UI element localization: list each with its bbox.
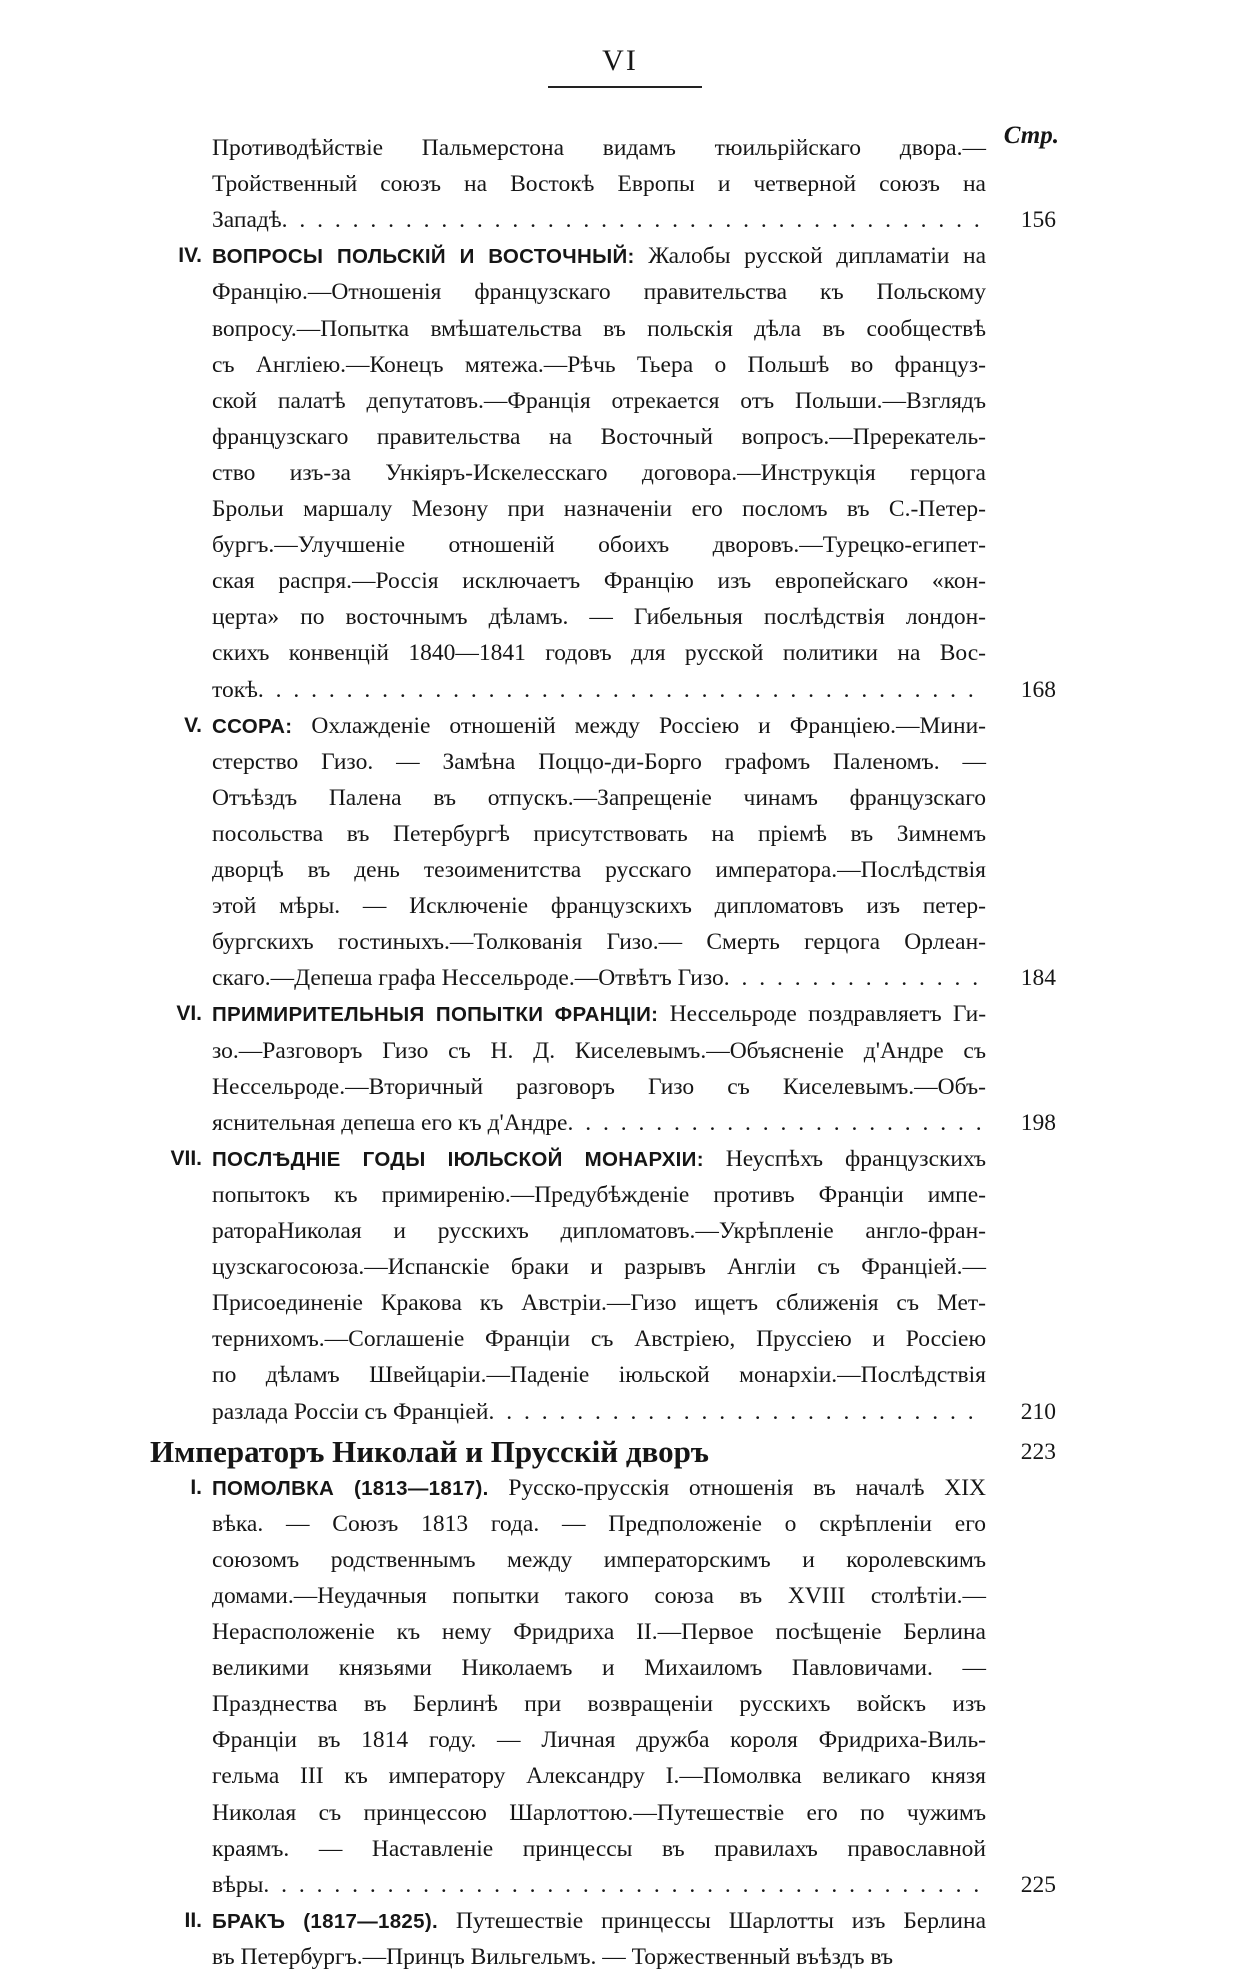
entry-text: Нерасположеніе къ нему Фридриха II.—Первое посѣщеніе Берлина — [212, 1619, 986, 1645]
dot-leader — [723, 1432, 1000, 1472]
entry-text: въ Петербургъ.—Принцъ Вильгельмъ. — Торжественный въѣздъ въ — [212, 1943, 894, 1970]
toc-line — [212, 1578, 986, 1614]
entry-page-number: 198 — [1020, 1109, 1056, 1136]
toc-line — [212, 1105, 986, 1141]
toc-line — [212, 599, 986, 635]
page-number-rule — [548, 86, 702, 88]
entry-text: Путешествіе принцессы Шарлотты изъ Берлина — [455, 1907, 987, 1934]
entry-text: Нессельроде.—Вторичный разговоръ Гизо съ Киселевымъ.—Объ- — [212, 1073, 986, 1100]
toc-line — [212, 311, 986, 347]
entry-text: Брольи маршалу Мезону при назначеніи его посломъ въ С.-Петер- — [212, 496, 986, 522]
entry-page-number: 225 — [1020, 1871, 1056, 1898]
entry-text: по дѣламъ Швейцаріи.—Паденіе іюльской монархіи.—Послѣдствія — [212, 1362, 986, 1389]
entry-text: Франціи въ 1814 году. — Личная дружба короля Фридриха-Виль- — [212, 1727, 986, 1754]
entry-text: Францію.—Отношенія французскаго правительства къ Польскому — [212, 279, 986, 306]
entry-text: французскаго правительства на Восточный вопросъ.—Пререкатель- — [212, 423, 986, 450]
dot-leader — [488, 1394, 986, 1430]
toc-line — [212, 419, 986, 455]
toc-line — [212, 1506, 986, 1542]
toc-line — [212, 1285, 986, 1321]
toc-line — [212, 166, 986, 202]
toc-line — [212, 708, 986, 744]
entry-number: I. — [190, 1475, 202, 1499]
toc-line-text-wrap — [212, 1105, 567, 1141]
entry-heading: ПРИМИРИТЕЛЬНЫЯ ПОПЫТКИ ФРАНЦІИ: — [212, 1003, 659, 1027]
section-page-number: 223 — [1020, 1438, 1056, 1465]
toc-line — [212, 852, 986, 888]
section-title-text: Императоръ Николай и Прусскій дворъ — [150, 1433, 709, 1469]
entry-text: съ Англіею.—Конецъ мятежа.—Рѣчь Тьера о Польшѣ во француз- — [212, 351, 986, 378]
toc-line — [212, 1795, 986, 1831]
toc-line — [212, 130, 986, 166]
entry-text: токѣ — [212, 676, 258, 703]
entry-page-number: 210 — [1020, 1398, 1056, 1425]
entry-text: скаго.—Депеша графа Нессельроде.—Отвѣтъ Гизо — [212, 965, 724, 992]
toc-line — [212, 1394, 986, 1430]
toc-line-text-wrap — [212, 1867, 263, 1903]
entry-heading: ВОПРОСЫ ПОЛЬСКІЙ И ВОСТОЧНЫЙ: — [212, 245, 635, 269]
entry-text: вѣка. — Союзъ 1813 года. — Предположеніе о скрѣпленіи его — [212, 1510, 986, 1537]
toc-line — [212, 527, 986, 563]
entry-text: ской палатѣ депутатовъ.—Франція отрекается отъ Польши.—Взглядъ — [212, 387, 986, 414]
toc-line — [212, 744, 986, 780]
entry-text: зо.—Разговоръ Гизо съ Н. Д. Киселевымъ.—Объясненіе д'Андре съ — [212, 1037, 986, 1064]
entry-text: бургскихъ гостиныхъ.—Толкованія Гизо.— Смерть герцога Орлеан- — [212, 929, 986, 956]
dot-leader — [282, 202, 986, 238]
entry-number: IV. — [178, 244, 202, 268]
toc-line — [212, 924, 986, 960]
toc-line — [212, 383, 986, 419]
page-number: VI — [602, 44, 638, 77]
toc-line — [212, 780, 986, 816]
toc-line-text-wrap — [212, 1394, 488, 1430]
toc-line-text-wrap — [212, 202, 282, 238]
toc-line — [212, 1249, 986, 1285]
toc-line — [212, 1903, 986, 1939]
dot-leader — [258, 672, 986, 708]
toc-line — [212, 563, 986, 599]
entry-text: союзомъ родственнымъ между императорскимъ и королевскимъ — [212, 1546, 986, 1573]
entry-heading: ПОСЛѢДНІЕ ГОДЫ ІЮЛЬСКОЙ МОНАРХІИ: — [212, 1147, 704, 1171]
entry-text: гельма III къ императору Александру I.—Помолвка великаго князя — [212, 1763, 986, 1790]
entry-page-number: 156 — [1020, 207, 1056, 234]
entry-text: Охлажденіе отношеній между Россіею и Франціею.—Мини- — [311, 712, 986, 739]
toc-line — [212, 1542, 986, 1578]
entry-text: церта» по восточнымъ дѣламъ. — Гибельныя послѣдствія лондон- — [212, 604, 986, 631]
entry-text: Западѣ — [212, 207, 282, 234]
dot-leader — [263, 1867, 986, 1903]
toc-line — [212, 1650, 986, 1686]
dot-leader — [567, 1105, 986, 1141]
toc-line — [212, 1213, 986, 1249]
entry-heading: ПОМОЛВКА (1813—1817). — [212, 1476, 489, 1500]
entry-text: стерство Гизо. — Замѣна Поццо-ди-Борго графомъ Паленомъ. — — [212, 748, 986, 775]
toc-line — [212, 672, 986, 708]
entry-text: ратораНиколая и русскихъ дипломатовъ.—Укрѣпленіе англо-фран- — [212, 1218, 986, 1244]
toc-line — [212, 1033, 986, 1069]
toc-line — [212, 1758, 986, 1794]
entry-text: Отъѣздъ Палена въ отпускъ.—Запрещеніе чинамъ французскаго — [212, 784, 986, 811]
section-title — [150, 1432, 1000, 1472]
toc-line — [212, 635, 986, 671]
toc-line — [212, 1069, 986, 1105]
toc-line — [212, 1470, 986, 1506]
toc-line — [212, 1177, 986, 1213]
toc-line — [212, 888, 986, 924]
toc-line — [212, 1686, 986, 1722]
toc-line-text-wrap — [212, 1939, 893, 1975]
dot-leader — [724, 960, 986, 996]
entry-text: Жалобы русской дипламатіи на — [648, 243, 986, 270]
entry-page-number: 168 — [1020, 676, 1056, 703]
toc-line — [212, 1614, 986, 1650]
entry-number: II. — [184, 1908, 202, 1932]
toc-line — [212, 1722, 986, 1758]
entry-text: краямъ. — Наставленіе принцессы въ правилахъ православной — [212, 1835, 986, 1862]
entry-text: ская распря.—Россія исключаетъ Францію изъ европейскаго «кон- — [212, 568, 986, 595]
toc-line — [212, 347, 986, 383]
entry-text: ство изъ-за Ункіяръ-Искелесскаго договора.—Инструкція герцога — [212, 459, 986, 486]
toc-line — [212, 1321, 986, 1357]
entry-text: домами.—Неудачныя попытки такого союза въ XVIII столѣтіи.— — [212, 1582, 986, 1609]
entry-text: попытокъ къ примиренію.—Предубѣжденіе противъ Франціи импе- — [212, 1181, 986, 1208]
entry-text: цузскагосоюза.—Испанскіе браки и разрывъ Англіи съ Франціей.— — [212, 1254, 986, 1281]
entry-number: V. — [184, 713, 202, 737]
toc-line — [212, 960, 986, 996]
entry-text: Николая съ принцессою Шарлоттою.—Путешествіе его по чужимъ — [212, 1799, 986, 1826]
entry-text: великими князьями Николаемъ и Михаиломъ Павловичами. — — [212, 1655, 986, 1682]
entry-text: вопросу.—Попытка вмѣшательства въ польскія дѣла въ сообществѣ — [212, 315, 986, 342]
entry-text: Неуспѣхъ французскихъ — [725, 1145, 986, 1172]
entry-heading: ССОРА: — [212, 714, 293, 738]
toc-line — [212, 202, 986, 238]
toc-line — [212, 491, 986, 527]
toc-line — [212, 996, 986, 1032]
page-column-header: Стр. — [1003, 122, 1059, 149]
entry-text: Нессельроде поздравляетъ Ги- — [669, 1001, 987, 1028]
entry-page-number: 184 — [1020, 965, 1056, 992]
entry-heading: БРАКЪ (1817—1825). — [212, 1909, 438, 1933]
entry-text: вѣры — [212, 1871, 264, 1898]
toc-line — [212, 1939, 986, 1975]
toc-line-text-wrap — [212, 960, 724, 996]
entry-text: Тройственный союзъ на Востокѣ Европы и четверной союзъ на — [212, 171, 986, 198]
toc-line — [212, 1141, 986, 1177]
toc-line-text-wrap — [212, 672, 258, 708]
entry-text: дворцѣ въ день тезоименитства русскаго императора.—Послѣдствія — [212, 857, 986, 883]
toc-line — [212, 455, 986, 491]
entry-text: Празднества въ Берлинѣ при возвращеніи русскихъ войскъ изъ — [212, 1691, 986, 1718]
entry-text: посольства въ Петербургѣ присутствовать на пріемѣ въ Зимнемъ — [212, 820, 986, 847]
toc-line — [212, 274, 986, 310]
entry-text: бургъ.—Улучшеніе отношеній обоихъ дворовъ.—Турецко-египет- — [212, 532, 986, 559]
toc-line — [212, 1831, 986, 1867]
entry-text: скихъ конвенцій 1840—1841 годовъ для русской политики на Вос- — [212, 640, 986, 667]
entry-number: VII. — [170, 1146, 202, 1170]
entry-text: разлада Россіи съ Франціей — [212, 1398, 489, 1425]
toc-line — [212, 816, 986, 852]
toc-line — [212, 1357, 986, 1393]
entry-text: тернихомъ.—Соглашеніе Франціи съ Австріею, Пруссіею и Россіею — [212, 1326, 986, 1353]
entry-text: яснительная депеша его къ д'Андре — [212, 1109, 568, 1136]
entry-text: Русско-прусскія отношенія въ началѣ XIX — [508, 1474, 987, 1501]
entry-text: этой мѣры. — Исключеніе французскихъ дипломатовъ изъ петер- — [212, 893, 986, 920]
entry-text: Присоединеніе Кракова къ Австріи.—Гизо ищетъ сближенія съ Мет- — [212, 1290, 986, 1317]
entry-number: VI. — [176, 1002, 202, 1026]
toc-line — [212, 238, 986, 274]
entry-text: Противодѣйствіе Пальмерстона видамъ тюильрійскаго двора.— — [212, 135, 986, 161]
toc-line — [212, 1867, 986, 1903]
